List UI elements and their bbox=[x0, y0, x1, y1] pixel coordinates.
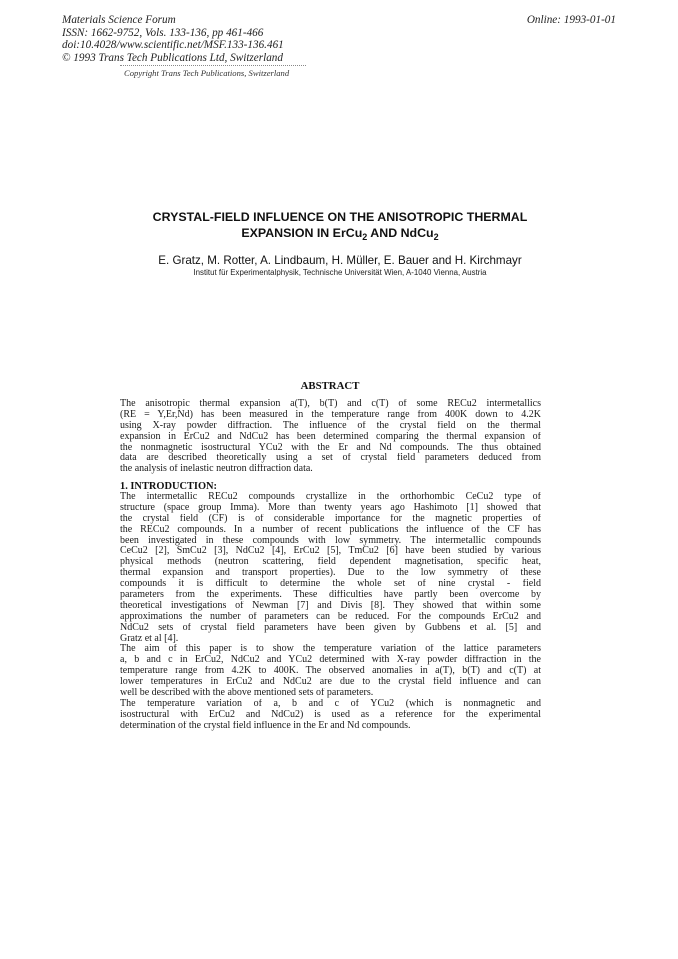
divider bbox=[120, 65, 306, 66]
text-line: lower temperatures in ErCu2 and NdCu2 are due to the crystal field influence and can bbox=[120, 677, 541, 688]
text-line: The anisotropic thermal expansion a(T), b(T) and c(T) of some RECu2 intermetallics bbox=[120, 399, 541, 409]
text-line: a, b and c in ErCu2, NdCu2 and YCu2 determined with X-ray powder diffraction in the bbox=[120, 655, 541, 666]
introduction-body bbox=[120, 492, 541, 732]
text-line: thermal expansion and transport properties). Due to the low symmetry of these bbox=[120, 568, 541, 579]
text-line: (RE = Y,Er,Nd) has been measured in the temperature range from 400K down to 4.2K bbox=[120, 409, 541, 420]
subscript: 2 bbox=[433, 231, 439, 242]
online-date: Online: 1993-01-01 bbox=[526, 14, 616, 26]
text-line: CeCu2 [2], SmCu2 [3], NdCu2 [4], ErCu2 [5], TmCu2 [6] have been studied by various bbox=[120, 546, 541, 557]
text-line: using X-ray powder diffraction. The influence of the crystal field on the thermal bbox=[120, 420, 541, 431]
abstract-body bbox=[120, 399, 541, 475]
text-line: temperature range from 4.2K to 400K. The observed anomalies in a(T), b(T) and c(T) at bbox=[120, 666, 541, 677]
text-line: structure (space group Imma). More than twenty years ago Hashimoto [1] showed that bbox=[120, 502, 541, 513]
text-line: the crystal field (CF) is of considerable importance for the magnetic properties of bbox=[120, 513, 541, 524]
authors: E. Gratz, M. Rotter, A. Lindbaum, H. Müller, E. Bauer and H. Kirchmayr bbox=[158, 254, 522, 267]
affiliation: Institut für Experimentalphysik, Technische Universität Wien, A-1040 Vienna, Austria bbox=[193, 268, 487, 277]
text-line: The intermetallic RECu2 compounds crystallize in the orthorhombic CeCu2 type of bbox=[120, 492, 541, 502]
text-line: compounds it is difficult to determine the whole set of nine crystal - field bbox=[120, 579, 541, 590]
text-line: been investigated in these compounds with low symmetry. The intermetallic compounds bbox=[120, 535, 541, 546]
copyright-line: © 1993 Trans Tech Publications Ltd, Switzerland bbox=[62, 51, 283, 64]
text-line: physical methods (neutron scattering, field dependent magnetisation, specific heat, bbox=[120, 557, 541, 568]
abstract-heading: ABSTRACT bbox=[300, 380, 360, 392]
text-line: The temperature variation of a, b and c of YCu2 (which is nonmagnetic and bbox=[120, 698, 541, 709]
text-line: The aim of this paper is to show the temperature variation of the lattice parameters bbox=[120, 644, 541, 655]
subscript: 2 bbox=[362, 231, 368, 242]
text-line: approximations the number of parameters can be reduced. For the compounds ErCu2 and bbox=[120, 611, 541, 622]
text-line: Gratz et al [4]. bbox=[120, 633, 179, 644]
title-text: EXPANSION IN ErCu bbox=[241, 225, 363, 240]
journal-metadata bbox=[62, 14, 284, 64]
issn-line: ISSN: 1662-9752, Vols. 133-136, pp 461-466 bbox=[62, 26, 264, 39]
text-line: data are described theoretically using a set of crystal field parameters deduced from bbox=[120, 453, 541, 464]
text-line: determination of the crystal field influence in the Er and Nd compounds. bbox=[120, 720, 411, 731]
text-line: isostructural with ErCu2 and NdCu2) is used as a reference for the experimental bbox=[120, 709, 541, 720]
title-text: AND NdCu bbox=[367, 225, 434, 240]
text-line: expansion in ErCu2 and NdCu2 has been determined comparing the thermal expansion of bbox=[120, 431, 541, 442]
doi-link[interactable]: doi:10.4028/www.scientific.net/MSF.133-136.461 bbox=[62, 39, 284, 52]
text-line: the RECu2 compounds. In a number of recent publications the influence of the CF has bbox=[120, 524, 541, 535]
text-line: NdCu2 sets of crystal field parameters have been given by Gubbens et al. [5] and bbox=[120, 622, 541, 633]
journal-name: Materials Science Forum bbox=[62, 14, 176, 26]
text-line: the analysis of inelastic neutron diffraction data. bbox=[120, 464, 313, 475]
introduction-heading: 1. INTRODUCTION: bbox=[120, 481, 217, 492]
paper-title bbox=[90, 210, 590, 242]
printed-copyright: Copyright Trans Tech Publications, Switzerland bbox=[124, 68, 290, 78]
text-line: well be described with the above mentioned sets of parameters. bbox=[120, 688, 374, 699]
text-line: parameters from the experiments. These difficulties have partly been overcome by bbox=[120, 590, 541, 601]
text-line: theoretical investigations of Newman [7] and Divis [8]. They showed that within some bbox=[120, 600, 541, 611]
title-line-2 bbox=[90, 226, 590, 243]
title-line-1: CRYSTAL-FIELD INFLUENCE ON THE ANISOTROPIC THERMAL bbox=[152, 210, 528, 224]
text-line: the nonmagnetic isostructural YCu2 with the Er and Nd compounds. The thus obtained bbox=[120, 442, 541, 453]
